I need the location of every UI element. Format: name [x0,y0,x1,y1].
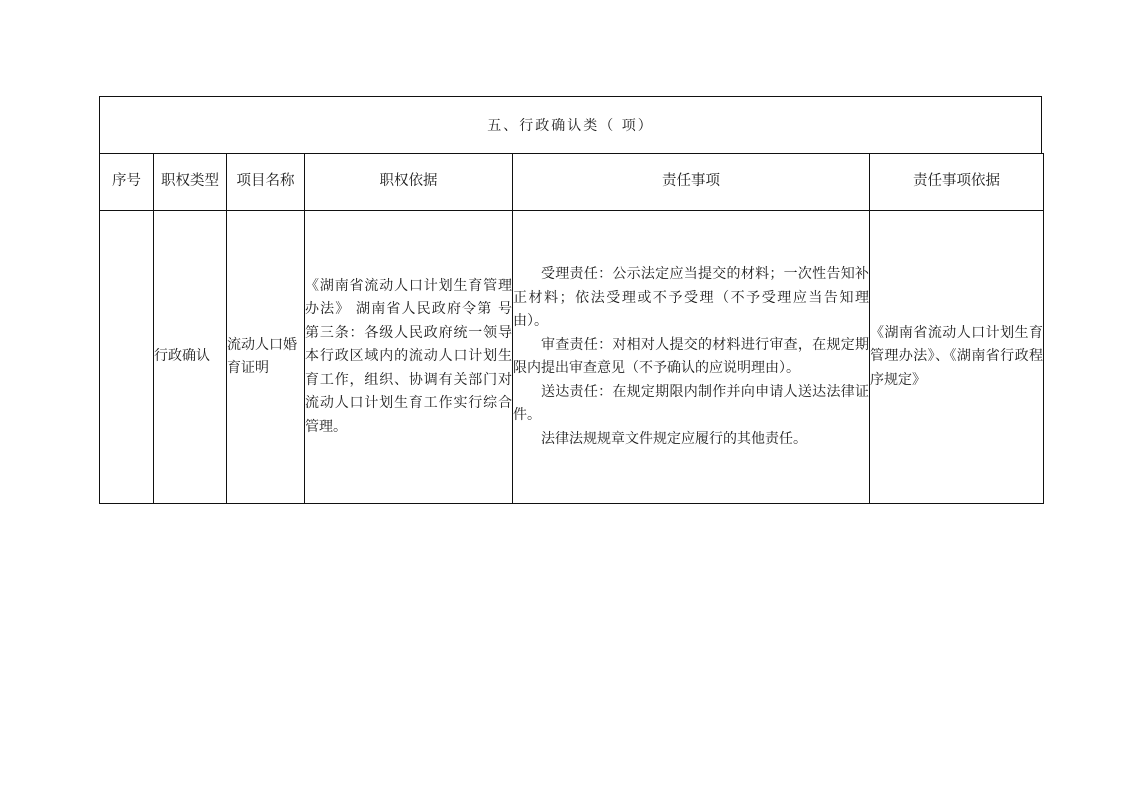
duty-other: 法律法规规章文件规定应履行的其他责任。 [541,430,807,447]
table-header-row [100,154,1044,211]
table-row [100,211,1044,504]
column-header-duties: 责任事项 [513,154,870,211]
duty-accept: 受理责任：公示法定应当提交的材料；一次性告知补正材料；依法受理或不予受理（不予受理应当告知理由）。 [513,266,869,329]
cell-duties [513,211,870,504]
column-header-name: 项目名称 [227,154,305,211]
section-title-bar [99,96,1042,153]
cell-duty-basis: 《湖南省流动人口计划生育管理办法》、《湖南省行政程序规定》 [870,211,1044,504]
duty-table [99,153,1044,504]
cell-index [100,211,154,504]
section-title: 五、行政确认类（ 项） [487,118,654,134]
cell-name: 流动人口婚育证明 [227,211,305,504]
column-header-index: 序号 [100,154,154,211]
cell-type: 行政确认 [154,211,227,504]
cell-basis: 《湖南省流动人口计划生育管理办法》 湖南省人民政府令第 号 第三条：各级人民政府统一领导本行政区域内的流动人口计划生育工作，组织、协调有关部门对流动人口计划生育工作实行综合管理。 [305,211,513,504]
duty-review: 审查责任：对相对人提交的材料进行审查，在规定期限内提出审查意见（不予确认的应说明理由）。 [513,336,869,376]
duty-deliver: 送达责任：在规定期限内制作并向申请人送达法律证件。 [513,383,869,423]
column-header-basis: 职权依据 [305,154,513,211]
column-header-duty-basis: 责任事项依据 [870,154,1044,211]
column-header-type: 职权类型 [154,154,227,211]
